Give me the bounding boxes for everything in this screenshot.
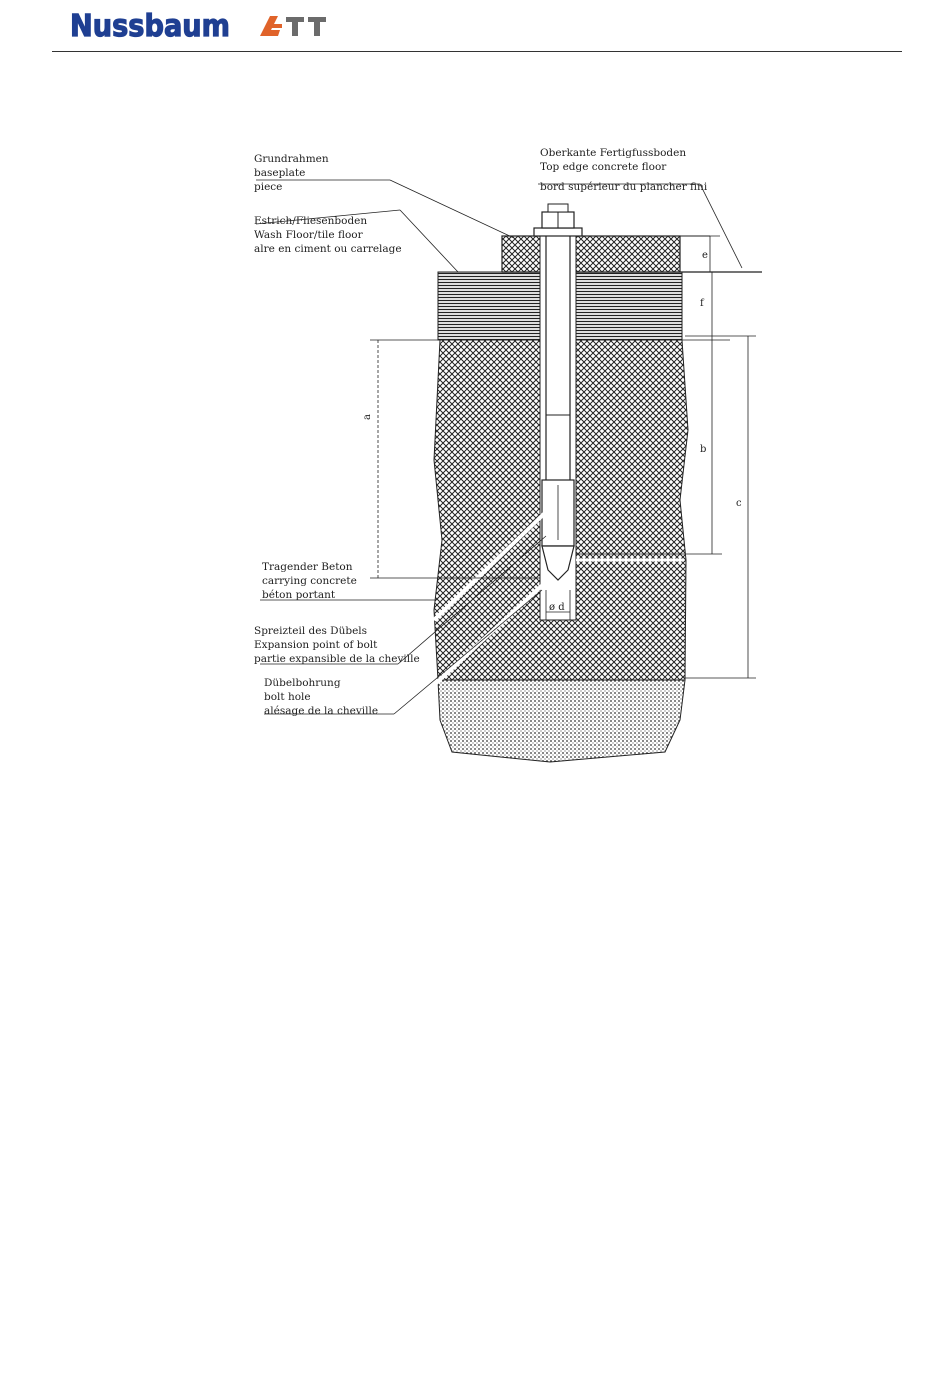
svg-text:c: c (736, 498, 742, 509)
dimension-e (700, 236, 720, 272)
svg-text:Expansion point of bolt: Expansion point of bolt (254, 639, 378, 651)
svg-text:bolt hole: bolt hole (264, 691, 311, 703)
svg-text:béton portant: béton portant (262, 589, 336, 601)
svg-text:a: a (362, 414, 373, 420)
svg-text:Top edge concrete floor: Top edge concrete floor (540, 161, 667, 173)
svg-text:Grundrahmen: Grundrahmen (254, 153, 329, 165)
svg-text:bord supérieur du plancher fin: bord supérieur du plancher fini (540, 181, 708, 193)
svg-text:e: e (702, 250, 708, 261)
svg-text:Oberkante Fertigfussboden: Oberkante Fertigfussboden (540, 147, 687, 159)
soil-layer (438, 680, 685, 762)
svg-text:piece: piece (254, 181, 283, 193)
anchor-bolt (546, 232, 570, 482)
anchor-bolt-diagram (230, 140, 770, 780)
svg-text:b: b (700, 444, 707, 455)
svg-text:alésage de la cheville: alésage de la cheville (264, 705, 379, 717)
svg-text:Tragender Beton: Tragender Beton (262, 561, 353, 573)
label-top-edge (540, 147, 708, 193)
svg-text:Wash Floor/tile floor: Wash Floor/tile floor (254, 229, 363, 241)
svg-text:baseplate: baseplate (254, 167, 306, 179)
dimension-c (685, 336, 756, 678)
svg-text:Spreizteil des Dübels: Spreizteil des Dübels (254, 625, 368, 637)
label-expansion (254, 625, 420, 665)
dimension-f (682, 272, 730, 340)
header-rule (52, 51, 902, 52)
svg-text:carrying concrete: carrying concrete (262, 575, 357, 587)
nussbaum-logo (68, 6, 234, 44)
nussbaum-logo-text: Nussbaum (70, 9, 230, 44)
svg-text:f: f (700, 298, 704, 309)
svg-text:ø d: ø d (549, 602, 565, 613)
label-floor (254, 215, 402, 255)
baseplate (502, 236, 680, 272)
page-header (0, 0, 950, 56)
label-baseplate (254, 153, 329, 193)
label-bolt-hole (264, 677, 378, 717)
washer (534, 228, 582, 236)
svg-text:partie expansible de la chevil: partie expansible de la cheville (254, 653, 420, 665)
att-logo (258, 10, 330, 40)
svg-text:Estrich/Fliesenboden: Estrich/Fliesenboden (254, 215, 368, 227)
svg-text:Dübelbohrung: Dübelbohrung (264, 677, 341, 689)
label-carrying-concrete (262, 561, 357, 601)
svg-text:alre en ciment ou carrelage: alre en ciment ou carrelage (254, 243, 402, 255)
